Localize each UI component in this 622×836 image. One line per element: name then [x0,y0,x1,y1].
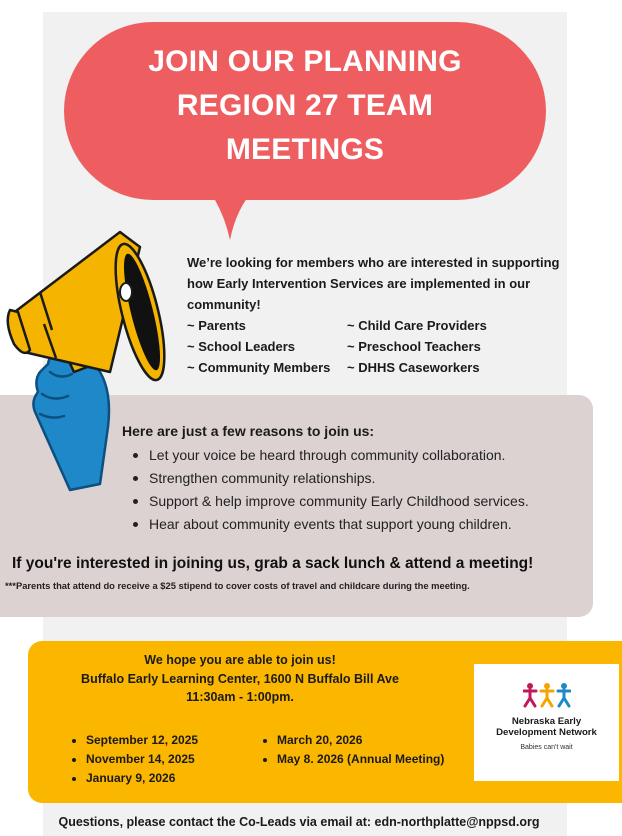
contact-line: Questions, please contact the Co-Leads via email at: edn-northplatte@nppsd.org [58,815,540,829]
headline [64,40,546,172]
meeting-invite-text: We hope you are able to join us! [144,653,336,667]
role-item: ~ Parents [187,318,246,333]
meeting-date-item [72,750,198,769]
reason-text: Hear about community events that support young children. [149,516,512,532]
logo-name-line-1: Nebraska Early [511,716,582,727]
intro-line-2: how Early Intervention Services are implemented in our [187,276,531,291]
bullet-icon [133,499,138,504]
meeting-date-item [72,769,198,788]
bullet-icon [263,758,267,762]
reason-text: Support & help improve community Early Childhood services. [149,493,529,509]
meeting-dates-right [263,731,444,769]
reason-text: Let your voice be heard through community collaboration. [149,447,506,463]
reason-item [133,444,529,467]
headline-line-3: MEETINGS [225,133,385,166]
headline-line-2: REGION 27 TEAM [176,89,434,122]
intro-line-1: We’re looking for members who are interested in supporting [187,255,560,270]
edn-logo-card [474,664,619,781]
reasons-list [133,444,529,536]
bullet-icon [72,758,76,762]
children-figures-icon [523,682,571,708]
bullet-icon [72,739,76,743]
roles-right-column [347,315,487,378]
meeting-date: January 9, 2026 [86,771,176,785]
roles-left-column [187,315,330,378]
role-item: ~ School Leaders [187,339,296,354]
meeting-dates-left [72,731,198,788]
bullet-icon [133,453,138,458]
meeting-location: Buffalo Early Learning Center, 1600 N Buffalo Bill Ave [81,672,399,686]
bullet-icon [72,777,76,781]
bullet-icon [133,476,138,481]
meeting-date-item [263,731,444,750]
meeting-date-item [263,750,444,769]
reason-item [133,467,529,490]
stipend-note: ***Parents that attend do receive a $25 stipend to cover costs of travel and childcare during the meeting. [5,580,470,591]
headline-line-1: JOIN OUR PLANNING [148,45,462,78]
role-item: ~ DHHS Caseworkers [347,360,480,375]
meeting-date: March 20, 2026 [277,733,363,747]
role-item: ~ Preschool Teachers [347,339,481,354]
role-item: ~ Child Care Providers [347,318,487,333]
reason-item [133,490,529,513]
logo-tagline: Babies can't wait [520,744,573,751]
meeting-date: May 8. 2026 (Annual Meeting) [277,752,445,766]
speech-bubble-tail [190,170,280,240]
meeting-date: November 14, 2025 [86,752,195,766]
reason-item [133,513,529,536]
meeting-date-item [72,731,198,750]
bullet-icon [263,739,267,743]
meeting-time: 11:30am - 1:00pm. [186,690,294,704]
role-item: ~ Community Members [187,360,331,375]
call-to-action: If you're interested in joining us, grab a sack lunch & attend a meeting! [12,555,534,572]
bullet-icon [133,522,138,527]
intro-text [187,252,577,315]
reasons-heading: Here are just a few reasons to join us: [122,423,375,439]
meeting-date: September 12, 2025 [86,733,199,747]
intro-line-3: community! [187,297,261,312]
reason-text: Strengthen community relationships. [149,470,376,486]
logo-name-line-2: Development Network [496,727,597,738]
logo-name [474,716,619,738]
